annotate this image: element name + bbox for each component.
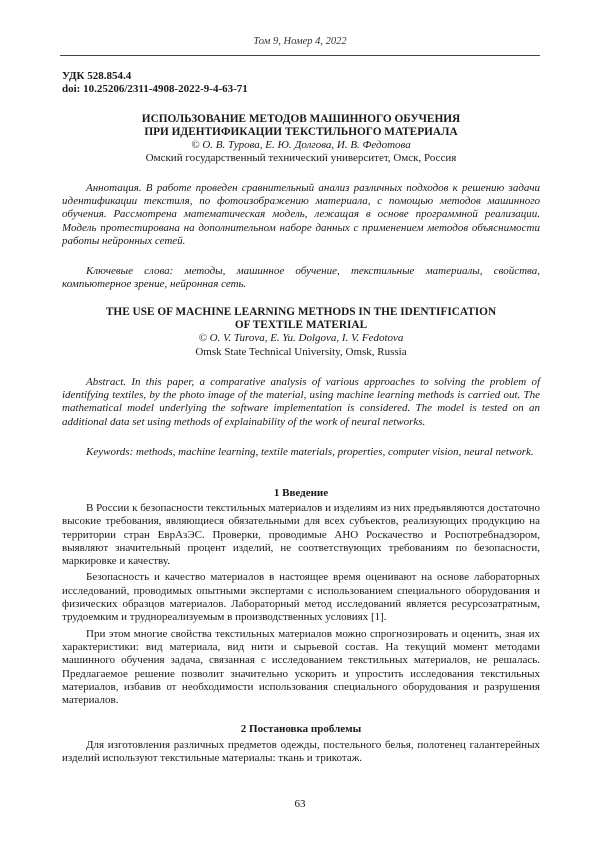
en-title-line-1: THE USE OF MACHINE LEARNING METHODS IN THE IDENTIFICATION <box>105 306 497 318</box>
en-keywords: Keywords: methods, machine learning, textile materials, properties, computer vision, neural network. <box>86 446 534 458</box>
article-identifiers <box>62 70 248 96</box>
en-title <box>62 306 540 332</box>
section-1-body <box>62 502 540 710</box>
en-abstract: Abstract. In this paper, a comparative analysis of various approaches to solving the problem of identifying textiles, by the photo image of the material, using machine learning methods is carried out. The mathematical model underlying the software implementation is considered. The model is tested on an additional data set using methods of explainability of the work of neural networks. <box>62 376 540 428</box>
ru-title-line-2: ПРИ ИДЕНТИФИКАЦИИ ТЕКСТИЛЬНОГО МАТЕРИАЛА <box>144 126 458 138</box>
section-1-paragraph: Безопасность и качество материалов в настоящее время оценивают на основе лабораторных исследований, проводимых опытными экспертами с использованием специального оборудования и физических образцов материалов. Лабораторный метод исследований является ресурсозатратным, трудоемким и труднореализуемым в производственных условиях [1]. <box>62 571 540 624</box>
section-1-heading: 1 Введение <box>273 487 329 499</box>
section-2-paragraph: Для изготовления различных предметов одежды, постельного белья, полотенец галантерейных изделий используют текстильные материалы: ткань и трикотаж. <box>62 739 540 765</box>
section-2-heading: 2 Постановка проблемы <box>240 723 362 735</box>
ru-authors: © О. В. Турова, Е. Ю. Долгова, И. В. Федотова <box>191 139 411 151</box>
ru-keywords: Ключевые слова: методы, машинное обучение, текстильные материалы, свойства, компьютерное зрение, нейронная сеть. <box>62 265 540 291</box>
section-1-paragraph: При этом многие свойства текстильных материалов можно спрогнозировать и оценить, зная их характеристики: вид материала, вид нити и сырьевой состав. На текущий момент методами машинного обучения задача, связанная с исследованием текстильных материалов, не решалась. Предлагаемое решение позволит значительно ускорить и упростить исследования текстильных материалов, избавив от необходимости использования специального оборудования и разрушения материалов. <box>62 627 540 707</box>
header-rule <box>60 55 540 56</box>
page-number: 63 <box>294 798 306 810</box>
udc-code: УДК 528.854.4 <box>62 70 132 82</box>
running-header: Том 9, Номер 4, 2022 <box>253 36 347 47</box>
ru-title-line-1: ИСПОЛЬЗОВАНИЕ МЕТОДОВ МАШИННОГО ОБУЧЕНИЯ <box>141 113 461 125</box>
en-title-line-2: OF TEXTILE MATERIAL <box>234 319 368 331</box>
doi-link[interactable]: doi: 10.25206/2311-4908-2022-9-4-63-71 <box>62 83 248 95</box>
ru-abstract: Аннотация. В работе проведен сравнительный анализ различных подходов к решению задачи идентификации текстиля, по фотоизображению материала, с помощью методов машинного обучения. Рассмотрена математическая модель, лежащая в основе программной реализации. Модель протестирована на дополнительном наборе данных с применением методов объяснимости работы нейронных сетей. <box>62 182 540 247</box>
section-2-body <box>62 739 540 769</box>
ru-affiliation: Омский государственный технический университет, Омск, Россия <box>145 152 457 164</box>
en-authors: © O. V. Turova, E. Yu. Dolgova, I. V. Fedotova <box>198 332 404 344</box>
en-affiliation: Omsk State Technical University, Omsk, Russia <box>195 346 407 358</box>
ru-title <box>62 113 540 139</box>
section-1-paragraph: В России к безопасности текстильных материалов и изделиям из них предъявляются достаточно высокие требования, являющиеся обязательными для всех субъектов, реализующих продукцию на территории стран ЕврАзЭС. Проверки, проводимые АНО Роскачество и Роспотребнадзором, выявляют значительный процент изделий, не соответствующих требованиям по безопасности, маркировке и качеству. <box>62 502 540 568</box>
